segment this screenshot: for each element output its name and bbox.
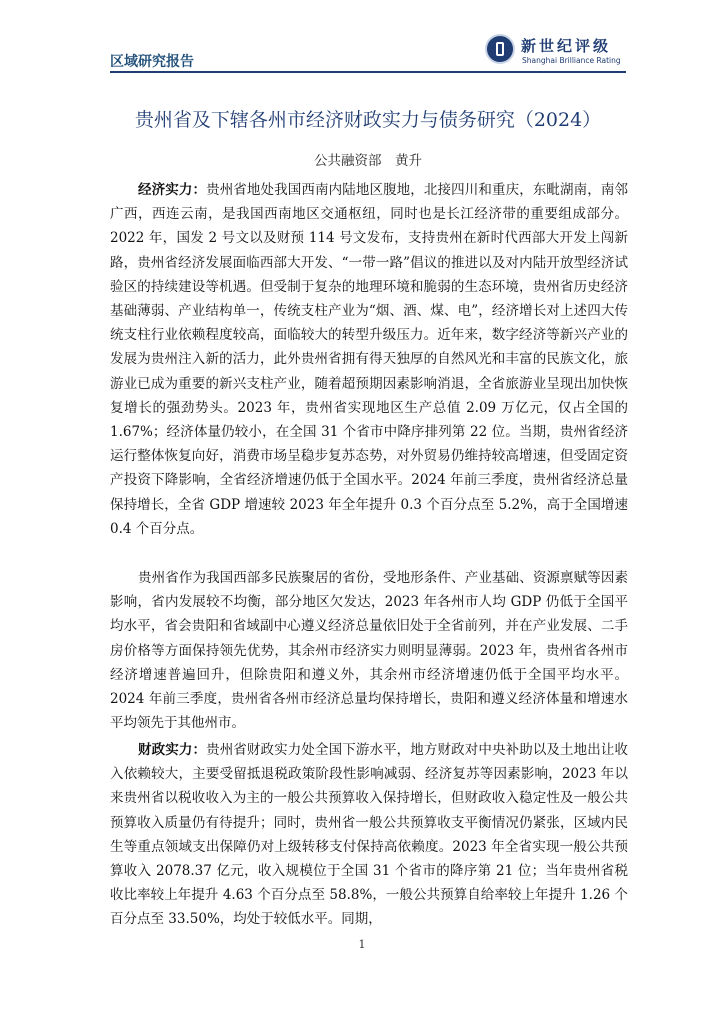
report-type-label: 区域研究报告: [110, 54, 194, 70]
paragraph-regional-disparity: [110, 566, 628, 735]
header-divider: [110, 71, 626, 73]
page-number: 1: [358, 938, 366, 951]
paragraph-economic-strength: [110, 178, 628, 541]
brand-logo: [485, 34, 625, 68]
brand-emblem-icon: [485, 34, 515, 64]
author-line: 公共融资部 黄升: [314, 153, 422, 169]
logo-chinese-name: 新世纪评级: [521, 37, 612, 55]
paragraph-fiscal-strength: [110, 738, 628, 932]
document-title: 贵州省及下辖各州市经济财政实力与债务研究（2024）: [134, 109, 602, 131]
paragraph-body: 贵州省财政实力处全国下游水平，地方财政对中央补助以及土地出让收入依赖较大，主要受留抵退税政策阶段性影响减弱、经济复苏等因素影响，2023 年以来贵州省以税收收入为主的一般公共预算收入保持增长，但财政收入稳定性及一般公共预算收入质量仍有待提升；同时，贵州省一般公共预算收支平衡情况仍紧张，区域内民生等重点领域支出保障仍对上级转移支付保持高依赖度。2023 年全省实现一般公共预算收入 2078.37 亿元，收入规模位于全国 31 个省市的降序第 21 位；当年贵州省税收比率较上年提升 4.63 个百分点至 58.8%，一般公共预算自给率较上年提升 1.26 个百分点至 33.50%，均处于较低水平。同期，: [110, 742, 629, 928]
paragraph-lead: 经济实力：: [138, 182, 207, 198]
paragraph-body: 贵州省作为我国西部多民族聚居的省份，受地形条件、产业基础、资源禀赋等因素影响，省内发展较不均衡，部分地区欠发达，2023 年各州市人均 GDP 仍低于全国平均水平，省会贵阳和省域副中心遵义经济总量依旧处于全省前列，并在产业发展、二手房价格等方面保持领先优势，其余州市经济实力则明显薄弱。2023 年，贵州省各州市经济增速普遍回升，但除贵阳和遵义外，其余州市经济增速仍低于全国平均水平。2024 年前三季度，贵州省各州市经济总量均保持增长，贵阳和遵义经济体量和增速水平均领先于其他州市。: [110, 570, 628, 732]
paragraph-body: 贵州省地处我国西南内陆地区腹地，北接四川和重庆，东毗湖南，南邻广西，西连云南，是我国西南地区交通枢纽，同时也是长江经济带的重要组成部分。2022 年，国发 2 号文以及财预 114 号文发布，支持贵州在新时代西部大开发上闯新路，贵州省经济发展面临西部大开发、“一带一路”倡议的推进以及对内陆开放型经济试验区的持续建设等机遇。但受制于复杂的地理环境和脆弱的生态环境，贵州省历史经济基础薄弱、产业结构单一，传统支柱产业为“烟、酒、煤、电”，经济增长对上述四大传统支柱行业依赖程度较高，面临较大的转型升级压力。近年来，数字经济等新兴产业的发展为贵州注入新的活力，此外贵州省拥有得天独厚的自然风光和丰富的民族文化，旅游业已成为重要的新兴支柱产业，随着超预期因素影响消退，全省旅游业呈现出加快恢复增长的强劲势头。2023 年，贵州省实现地区生产总值 2.09 万亿元，仅占全国的 1.67%；经济体量仍较小，在全国 31 个省市中降序排列第 22 位。当期，贵州省经济运行整体恢复向好，消费市场呈稳步复苏态势，对外贸易仍维持较高增速，但受固定资产投资下降影响，全省经济增速仍低于全国水平。2024 年前三季度，贵州省经济总量保持增长，全省 GDP 增速较 2023 年全年提升 0.3 个百分点至 5.2%，高于全国增速 0.4 个百分点。: [110, 182, 629, 537]
logo-english-name: Shanghai Brilliance Rating: [522, 56, 621, 65]
paragraph-lead: 财政实力：: [138, 742, 207, 758]
